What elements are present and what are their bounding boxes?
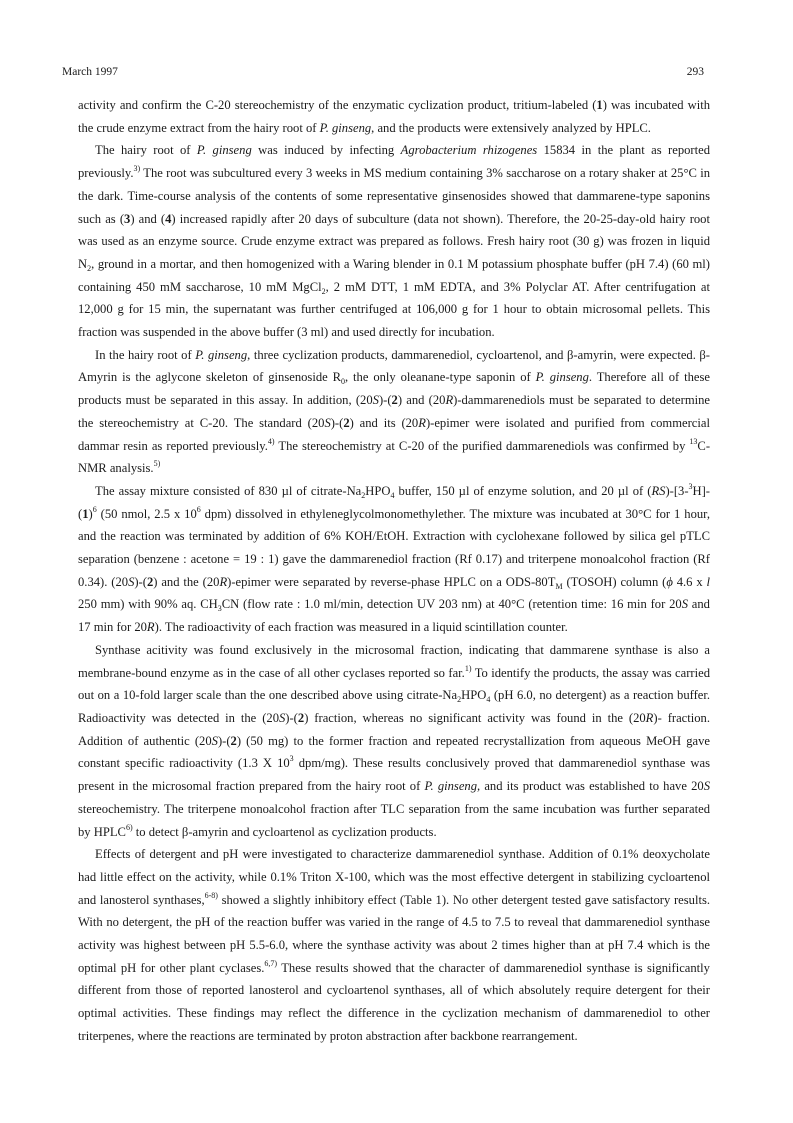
paragraph-detergent-ph-effects: Effects of detergent and pH were investigated to characterize dammarenediol synthase. Addition of 0.1% deoxycholate had little effect on the activity, while 0.1% Triton X-100, which was the most effective detergent in stabilizing cycloartenol and lanosterol synthases,$^{6-8)}$ showed a slightly inhibitory effect (Table 1). No other detergent tested gave satisfactory results. With no detergent, the pH of the reaction buffer was varied in the range of 4.5 to 7.5 to reveal that dammarenediol synthase activity was highest between pH 5.5-6.0, where the synthase activity was about 2 times higher than at pH 7.4 which is the optimal pH for other plant cyclases.$^{6,7)}$ These results showed that the character of dammarenediol synthase is significantly different from those of reported lanosterol and cycloartenol synthases, all of which absolutely require detergent for their optimal activities. These findings may reflect the difference in the cyclization mechanism of dammarenediol to other triterpenes, where the reactions are terminated by proton abstraction after backbone rearrangement. [78, 847, 710, 1043]
running-header [62, 64, 704, 80]
paragraph-cyclization-products: In the hairy root of P. ginseng, three cyclization products, dammarenediol, cycloartenol, and β-amyrin, were expected. β-Amyrin is the aglycone skeleton of ginsenoside $R_0$, the only oleanane-type saponin of P. ginseng. Therefore all of these products must be separated in this assay. In addition, (20S)-(2) and (20R)-dammarenediols must be separated to determine the stereochemistry at C-20. The standard (20S)-(2) and its (20R)-epimer were isolated and purified from commercial dammar resin as reported previously.$^{4)}$ The stereochemistry at C-20 of the purified dammarenediols was confirmed by $^{13}$C-NMR analysis.$^{5)}$ [78, 347, 711, 476]
paragraph-hairy-root-culture: The hairy root of P. ginseng was induced by infecting Agrobacterium rhizogenes 15834 in the plant as reported previously.$^{3)}$ The root was subcultured every 3 weeks in MS medium containing 3% saccharose on a rotary shaker at 25°C in the dark. Time-course analysis of the contents of some representative ginsenosides showed that dammarene-type saponins such as (3) and (4) increased rapidly after 20 days of subculture (data not shown). Therefore, the 20-25-day-old hairy root was used as an enzyme source. Crude enzyme extract was prepared as follows. Fresh hairy root (30 g) was frozen in liquid $N_2$, ground in a mortar, and then homogenized with a Waring blender in 0.1 M potassium phosphate buffer (pH 7.4) (60 ml) containing 450 mM saccharose, 10 mM MgCl$_2$, 2 mM DTT, 1 mM EDTA, and 3% Polyclar AT. After centrifugation at 12,000 g for 15 min, the supernatant was further centrifuged at 106,000 g for 1 hour to obtain microsomal pellets. This fraction was suspended in the above buffer (3 ml) and used directly for incubation. [78, 143, 711, 340]
issue-date: March 1997 [62, 66, 118, 78]
article-body [78, 94, 710, 1048]
paragraph-synthase-activity: Synthase acitivity was found exclusively in the microsomal fraction, indicating that dammarene synthase is also a membrane-bound enzyme as in the case of all other cyclases reported so far.$^{1)}$ To identify the products, the assay was carried out on a 10-fold larger scale than the one described above using citrate-$Na_2HPO_4$ (pH 6.0, no detergent) as a reaction buffer. Radioactivity was detected in the (20S)-(2) fraction, whereas no significant activity was found in the (20R)- fraction. Addition of authentic (20S)-(2) (50 mg) to the former fraction and repeated recrystallization from aqueous MeOH gave constant specific radioactivity (1.3 X $10^3$ dpm/mg). These results conclusively proved that dammarenediol synthase was present in the microsomal fraction prepared from the hairy root of P. ginseng, and its product was established to have 20S stereochemistry. The triterpene monoalcohol fraction after TLC separation from the same incubation was further separated by HPLC$^{6)}$ to detect β-amyrin and cycloartenol as cyclization products. [78, 642, 711, 839]
paragraph-continued: activity and confirm the C-20 stereochemistry of the enzymatic cyclization product, tritium-labeled (1) was incubated with the crude enzyme extract from the hairy root of P. ginseng, and the products were extensively analyzed by HPLC. [78, 98, 710, 135]
page-number: 293 [686, 66, 704, 78]
paragraph-assay-mixture: The assay mixture consisted of 830 µl of citrate-$Na_2HPO_4$ buffer, 150 µl of enzyme solution, and 20 µl of $(RS)-[3-^3H]-(1)^6$ (50 nmol, 2.5 x $10^6$ dpm) dissolved in ethyleneglycolmonomethylether. The mixture was incubated at 30°C for 1 hour, and the reaction was terminated by addition of 6% KOH/EtOH. Extraction with cyclohexane followed by silica gel pTLC separation (benzene : acetone = 19 : 1) gave the dammarenediol fraction (Rf 0.17) and triterpene monoalcohol fraction (Rf 0.34). (20S)-(2) and the (20R)-epimer were separated by reverse-phase HPLC on a ODS-$80T_M$ (TOSOH) column (ϕ 4.6 x l 250 mm) with 90% aq. $CH_3CN$ (flow rate : 1.0 ml/min, detection UV 203 nm) at 40°C (retention time: 16 min for 20S and 17 min for 20R). The radioactivity of each fraction was measured in a liquid scintillation counter. [78, 481, 711, 635]
